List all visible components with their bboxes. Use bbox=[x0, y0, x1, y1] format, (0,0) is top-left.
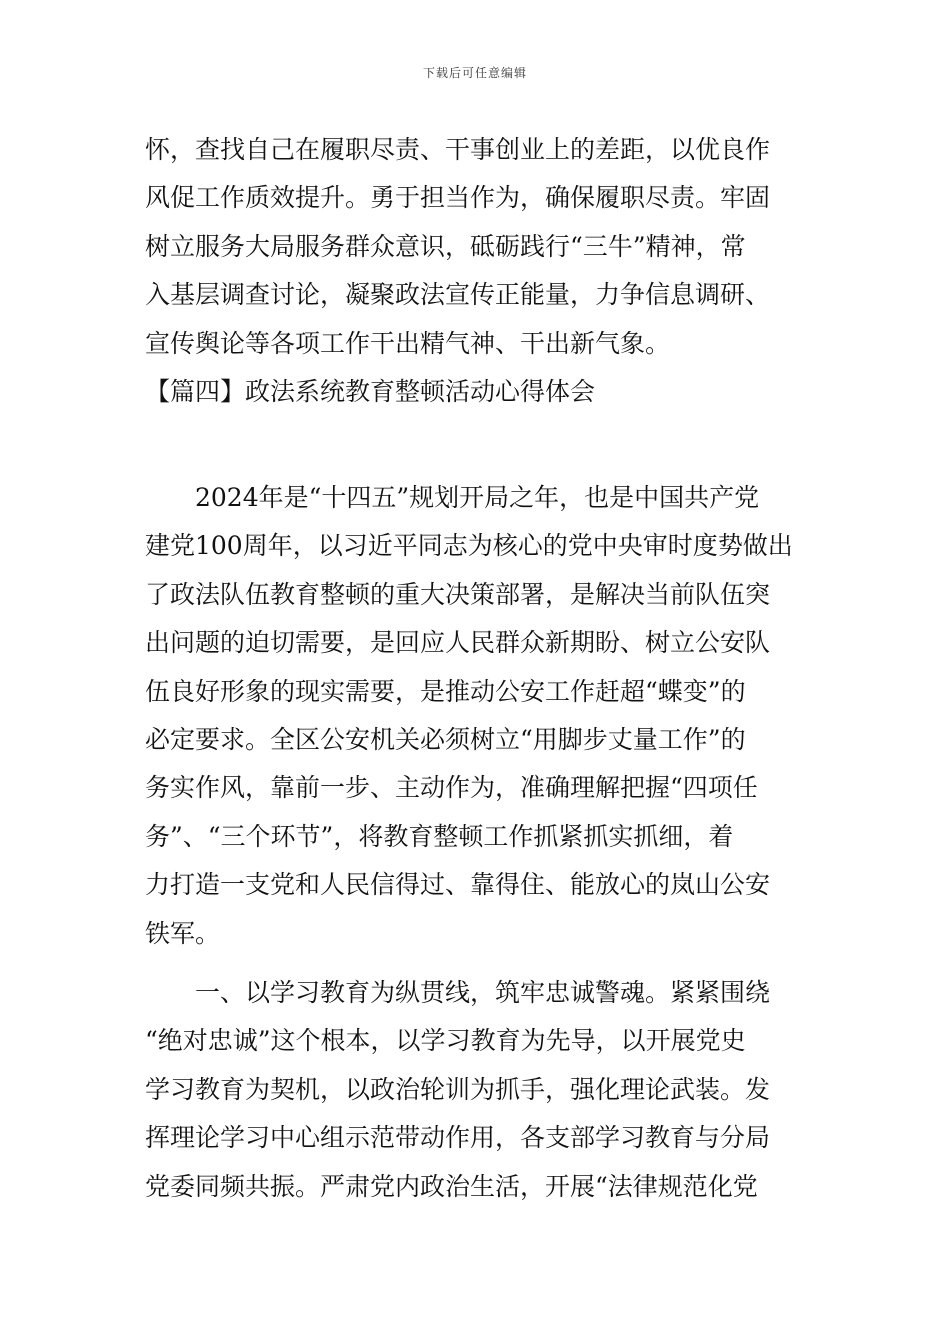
text-line: 力打造一支党和人民信得过、靠得住、能放心的岚山公安 bbox=[145, 870, 771, 900]
text-line: “绝对忠诚”这个根本，以学习教育为先导，以开展党史 bbox=[145, 1026, 746, 1056]
text-line: 了政法队伍教育整顿的重大决策部署，是解决当前队伍突 bbox=[145, 579, 771, 609]
intro-paragraph bbox=[145, 474, 807, 958]
text-line: 铁军。 bbox=[145, 918, 221, 948]
text-line: 必定要求。全区公安机关必须树立“用脚步丈量工作”的 bbox=[145, 724, 746, 754]
text-line: 出问题的迫切需要，是回应人民群众新期盼、树立公安队 bbox=[145, 628, 771, 658]
text-line: 树立服务大局服务群众意识，砥砺践行“三牛”精神，常 bbox=[145, 231, 746, 261]
continuation-paragraph bbox=[145, 126, 807, 368]
text-line: 入基层调查讨论，凝聚政法宣传正能量，力争信息调研、 bbox=[145, 280, 771, 310]
text-line: 怀，查找自己在履职尽责、干事创业上的差距，以优良作 bbox=[145, 135, 771, 164]
text-line: 一、以学习教育为纵贯线，筑牢忠诚警魂。紧紧围绕 bbox=[145, 978, 771, 1007]
text-line: 建党100周年，以习近平同志为核心的党中央审时度势做出 bbox=[145, 531, 793, 561]
text-line: 挥理论学习中心组示范带动作用，各支部学习教育与分局 bbox=[145, 1123, 771, 1153]
text-line: 2024年是“十四五”规划开局之年，也是中国共产党 bbox=[145, 483, 760, 512]
text-line: 伍良好形象的现实需要，是推动公安工作赶超“蝶变”的 bbox=[145, 676, 746, 706]
text-line: 党委同频共振。严肃党内政治生活，开展“法律规范化党 bbox=[145, 1171, 758, 1201]
header-note: 下载后可任意编辑 bbox=[422, 66, 527, 80]
text-line: 宣传舆论等各项工作干出精气神、干出新气象。 bbox=[145, 328, 671, 358]
point-one-paragraph bbox=[145, 969, 807, 1211]
section-heading-text: 【篇四】政法系统教育整顿活动心得体会 bbox=[145, 377, 596, 406]
text-line: 学习教育为契机，以政治轮训为抓手，强化理论武装。发 bbox=[145, 1074, 771, 1104]
text-line: 务实作风，靠前一步、主动作为，准确理解把握“四项任 bbox=[145, 773, 758, 803]
text-line: 务”、“三个环节”，将教育整顿工作抓紧抓实抓细，着 bbox=[145, 821, 734, 851]
section-heading bbox=[145, 368, 807, 416]
text-line: 风促工作质效提升。勇于担当作为，确保履职尽责。牢固 bbox=[145, 183, 771, 213]
